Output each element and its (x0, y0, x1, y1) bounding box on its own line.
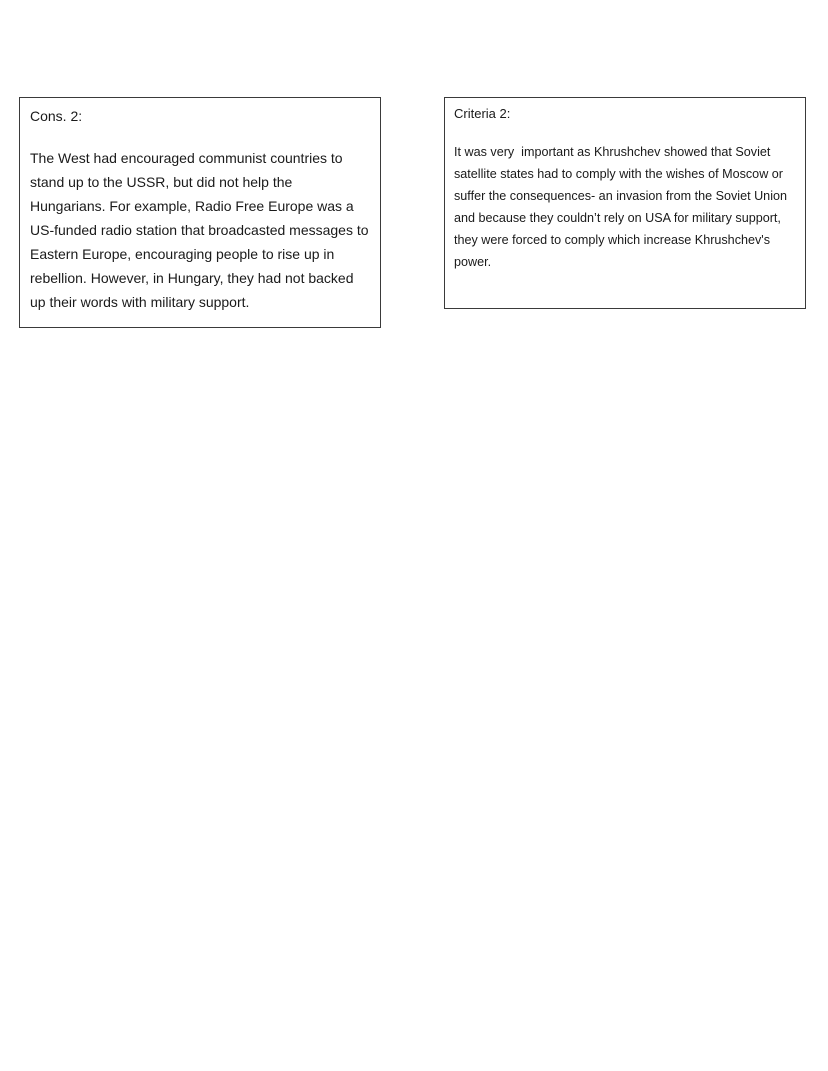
criteria-text-box (444, 97, 806, 309)
cons-text-box (19, 97, 381, 328)
cons-heading: Cons. 2: (30, 108, 83, 124)
criteria-heading: Criteria 2: (454, 106, 511, 121)
criteria-body-text: It was very important as Khrushchev showed that Soviet satellite states had to comply with the wishes of Moscow or suffer the consequences- an invasion from the Soviet Union and because they couldn’t rely on USA for military support, they were forced to comply which increase Khrushchev's power. (454, 145, 791, 269)
cons-body-text: The West had encouraged communist countries to stand up to the USSR, but did not help the Hungarians. For example, Radio Free Europe was a US-funded radio station that broadcasted messages to Eastern Europe, encouraging people to rise up in rebellion. However, in Hungary, they had not backed up their words with military support. (30, 150, 369, 310)
